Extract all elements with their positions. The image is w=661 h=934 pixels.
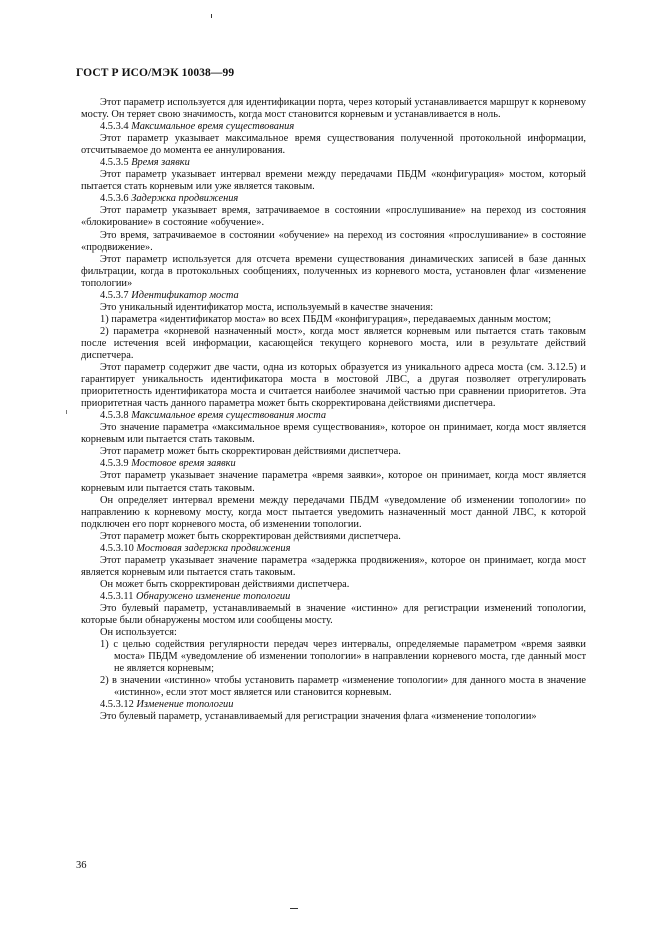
paragraph: Это булевый параметр, устанавливаемый для регистрации значения флага «изменение топологии» — [100, 711, 537, 723]
document-header: ГОСТ Р ИСО/МЭК 10038—99 — [76, 67, 235, 79]
section-title: Максимальное время существования — [131, 121, 295, 133]
paragraph: Это значение параметра «максимальное время существования», которое он принимает, когда мост является корневым или пытается стать таковым. — [81, 422, 586, 446]
paragraph: Он может быть скорректирован действиями диспетчера. — [100, 578, 350, 590]
section-title: Изменение топологии — [136, 699, 234, 711]
section-heading — [81, 157, 586, 169]
paragraph: Этот параметр содержит две части, одна из которых образуется из уникального адреса моста (см. 3.12.5) и гарантирует уникальность идентификатора моста в мостовой ЛВС, а другая позволяет отрегулировать приоритетность идентификатора моста и считается наиболее значимой частью при сравнении приоритетов. Эта приоритетная часть данного параметра может быть скорректирована действиями диспетчера. — [81, 362, 586, 410]
scan-mark-top — [211, 14, 212, 18]
section-title: Мостовое время заявки — [131, 458, 236, 470]
paragraph: Он определяет интервал времени между передачами ПБДМ «уведомление об изменении топологии» по направлению к корневому мосту, когда мост пытается уведомить назначенный мост данной ЛВС, к которой подключен его порт корневого моста, об изменении топологии. — [81, 494, 586, 530]
section-number: 4.5.3.8 — [100, 410, 129, 422]
section-heading — [81, 591, 586, 603]
section-heading — [81, 290, 586, 302]
list-item: 2) в значении «истинно» чтобы установить параметр «изменение топологии» для данного моста в значение «истинно», если этот мост является или становится корневым. — [100, 675, 586, 699]
section-number: 4.5.3.10 — [100, 542, 134, 554]
section-title: Максимальное время существования моста — [131, 410, 327, 422]
list-item: 1) с целью содействия регулярности передач через интервалы, определяемые параметром «время заявки моста» ПБДМ «уведомление об изменении топологии» в направлении корневого моста, где данный мост не является корневым; — [100, 639, 586, 675]
scan-mark-margin — [66, 410, 67, 414]
scan-mark-bottom — [290, 908, 298, 909]
paragraph: Этот параметр указывает максимальное время существования полученной протокольной информации, отсчитываемое до момента ее аннулирования. — [81, 133, 586, 157]
paragraph: Этот параметр может быть скорректирован действиями диспетчера. — [100, 530, 401, 542]
section-heading — [81, 121, 586, 133]
section-heading — [81, 410, 586, 422]
section-title: Обнаружено изменение топологии — [136, 590, 291, 602]
list-item: 2) параметра «корневой назначенный мост», когда мост является корневым или пытается стать таковым после истечения всей информации, касающейся текущего корневого моста, или в результате действий диспетчера. — [81, 325, 586, 361]
paragraph: Этот параметр указывает значение параметра «задержка продвижения», которое он принимает, когда мост является корневым или пытается стать таковым. — [81, 554, 586, 578]
list-item: 1) параметра «идентификатор моста» во всех ПБДМ «конфигурация», передаваемых данным мостом; — [100, 313, 552, 325]
paragraph: Этот параметр используется для идентификации порта, через который устанавливается маршрут к корневому мосту. Он теряет свою значимость, когда мост становится корневым и устанавливается в ноль. — [81, 97, 586, 121]
section-number: 4.5.3.5 — [100, 157, 129, 169]
paragraph: Он используется: — [100, 627, 177, 639]
paragraph: Это булевый параметр, устанавливаемый в значение «истинно» для регистрации изменений топологии, которые были обнаружены мостом или сообщены мосту. — [81, 602, 586, 627]
section-heading — [81, 543, 586, 555]
section-heading — [81, 193, 586, 205]
section-title: Время заявки — [131, 157, 190, 169]
section-number: 4.5.3.12 — [100, 699, 134, 711]
paragraph: Этот параметр может быть скорректирован действиями диспетчера. — [100, 446, 401, 458]
paragraph: Этот параметр указывает значение параметра «время заявки», которое он принимает, когда мост является корневым или пытается стать таковым. — [81, 470, 586, 494]
section-number: 4.5.3.7 — [100, 289, 129, 301]
section-number: 4.5.3.6 — [100, 193, 129, 205]
paragraph: Этот параметр указывает время, затрачиваемое в состоянии «прослушивание» на переход из состояния «блокирование» в состояние «обучение». — [81, 205, 586, 229]
section-number: 4.5.3.9 — [100, 458, 129, 470]
section-title: Идентификатор моста — [131, 289, 239, 301]
paragraph: Это уникальный идентификатор моста, используемый в качестве значения: — [100, 301, 434, 313]
paragraph: Этот параметр указывает интервал времени между передачами ПБДМ «конфигурация» мостом, который пытается стать корневым или уже является таковым. — [81, 169, 586, 193]
document-body — [81, 97, 586, 723]
section-heading — [81, 699, 586, 711]
paragraph: Это время, затрачиваемое в состоянии «обучение» на переход из состояния «прослушивание» в состояние «продвижение». — [81, 229, 586, 253]
section-title: Мостовая задержка продвижения — [136, 542, 291, 554]
paragraph: Этот параметр используется для отсчета времени существования динамических записей в базе данных фильтрации, когда в протокольных сообщениях, полученных из корневого моста, установлен флаг «изменение топологии» — [81, 253, 586, 289]
section-heading — [81, 458, 586, 470]
section-number: 4.5.3.4 — [100, 121, 129, 133]
section-number: 4.5.3.11 — [100, 590, 134, 602]
page-number: 36 — [76, 860, 87, 871]
section-title: Задержка продвижения — [131, 193, 239, 205]
